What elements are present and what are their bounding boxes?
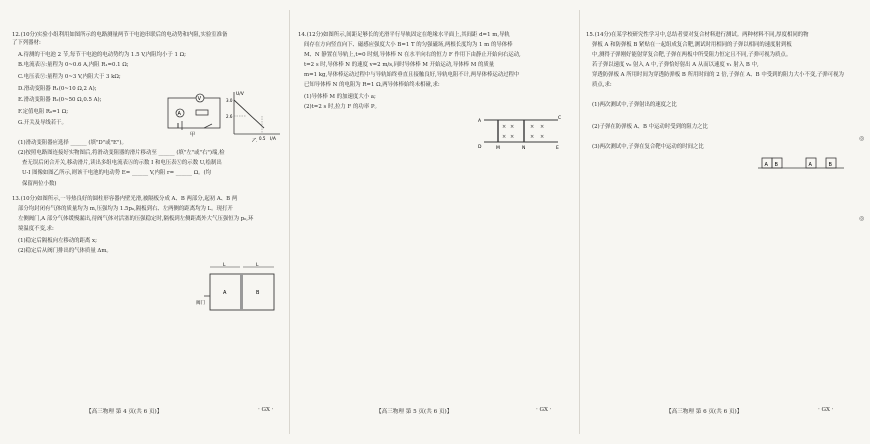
q14-line-1: 14.(12分)如图所示,间距足够长的光滑平行导轨固定在绝缘水平面上,其间距 d=1 m,导轨 (298, 32, 510, 38)
page-6 (580, 0, 870, 444)
q12-part-2d: 保留两位小数) (22, 181, 57, 187)
circuit-diagram (160, 92, 228, 138)
footer-gx-4: · GX · (258, 407, 274, 413)
svg-text:×: × (510, 124, 515, 130)
ui-graph (226, 88, 284, 142)
page-4 (0, 0, 290, 444)
graph-tick-26: 2.6 (226, 114, 233, 119)
cylinder-label-l: L (223, 263, 226, 268)
q15-line-6: 质点,求: (592, 82, 612, 88)
q13-line-2: 部分均封闭有气体的质量均为 m,压强均为 1.5p₀,隔板到右、左两侧的距离均为 L。现打开 (18, 206, 233, 212)
target-label-a: A (764, 162, 768, 168)
fig-label-jia: 甲 (190, 132, 196, 138)
q15-line-5: 穿透防弹板 A 所用时间为穿透防弹板 B 所用时间的 2 倍,子弹在 A、B 中受到的阻力大小不变,子弹可视为 (592, 72, 844, 78)
svg-text:×: × (502, 134, 507, 140)
q14-line-2: 间存在方向竖直向下、磁感应强度大小 B=1 T 的匀强磁场,两根长度均为 1 m 的导体棒 (304, 42, 513, 48)
cylinder-label-l-2: L (256, 263, 259, 268)
q14-line-3: M、N 静置在导轨上,t=0 时刻,导体棒 N 在水平向右的恒力 F 作用下由静止开始向右运动, (304, 52, 521, 58)
svg-text:A: A (177, 111, 181, 117)
target-label-b: B (774, 162, 778, 168)
cylinder-label-b: B (256, 290, 260, 296)
q13-line-1: 13.(10分)如图所示,一导热良好的圆柱形容器内壁光滑,被隔板分成 A、B 两部分,起初 A、B 两 (12, 196, 238, 202)
q12-title: 12.(10分)实验小组利用如图所示的电路测量两节干电池串联后的电动势和内阻,实验室准备 (12, 32, 228, 38)
svg-text:×: × (530, 124, 535, 130)
footer-page-4: 【高三物理 第 4 页(共 6 页)】 (86, 409, 163, 415)
q12-part-2c: U-I 图像如图乙所示,则该干电池的电动势 E= ______ V,内阻 r= ______ Ω。(均 (22, 170, 212, 176)
svg-text:×: × (502, 124, 507, 130)
q12-title-2: 了下列器材: (12, 40, 41, 46)
target-label-a-2: A (808, 162, 812, 168)
svg-text:×: × (530, 134, 535, 140)
q12-part-2: (2)按照电路图连接好实物图后,将滑动变阻器的滑片移动至 ______ (填"左"或"右")端,检 (18, 150, 225, 156)
q12-item-a: A.待测的干电池 2 节,每节干电池的电动势约为 1.5 V,内阻均小于 1 Ω; (18, 52, 186, 58)
q12-item-b: B.电流表Ⓐ:量程为 0~0.6 A,内阻 R₁=0.1 Ω; (18, 62, 129, 68)
q15-line-9: (3)两次测试中,子弹在复合靶中运动的时间之比 (592, 144, 704, 150)
rail-label-a: A (478, 119, 482, 124)
svg-text:V: V (197, 96, 202, 102)
svg-text:×: × (540, 124, 545, 130)
cylinder-diagram (196, 262, 278, 314)
q15-line-1: 15.(14分)在某学校研究性学习中,总结者要对复合材料进行测试。两种材料不同,厚度相同的物 (586, 32, 809, 38)
graph-axis-u: U/V (236, 92, 244, 97)
q15-line-7: (1)两次测试中,子弹射出的速度之比 (592, 102, 677, 108)
q12-item-c: C.电压表Ⓥ:量程为 0~3 V,内阻大于 3 kΩ; (18, 74, 121, 80)
cylinder-label-valve: 阀门 (196, 301, 205, 306)
rail-label-n: N (522, 146, 526, 151)
q14-line-4: t=2 s 时,导体棒 N 的速度 v=2 m/s,同时导体棒 M 开始运动,导体棒 M 的质量 (304, 62, 495, 68)
q12-part-1: (1)滑动变阻器应选择 ______ (填"D"或"E")。 (18, 140, 127, 146)
graph-axis-i: I/A (270, 137, 276, 142)
rail-label-e: E (556, 146, 559, 151)
footer-page-5: 【高三物理 第 5 页(共 6 页)】 (376, 409, 453, 415)
q14-line-8: (2)t=2 s 时,拉力 F 的功率 P。 (304, 104, 380, 110)
svg-text:×: × (510, 134, 515, 140)
q12-part-2b: 查无误后闭合开关,移动滑片,读出多组电流表Ⓐ的示数 I 和电压表Ⓥ的示数 U,绘制出 (22, 160, 222, 166)
q13-line-4: 境温度不变,求: (18, 226, 54, 232)
fig-label-yi: 乙 (252, 138, 258, 142)
svg-text:×: × (540, 134, 545, 140)
q12-item-f: F.定值电阻 R₀=1 Ω; (18, 109, 69, 115)
q14-line-7: (1)导体棒 M 的加速度大小 a; (304, 94, 376, 100)
side-seal-mark-1: ◎ (859, 135, 865, 142)
q13-line-3: 左侧阀门,A 部分气体缓慢漏出,待阀气体对活塞的压强稳定时,隔板到左侧距离外大气压强恒为 p₀,环 (18, 216, 254, 222)
page-5 (290, 0, 580, 444)
footer-page-6: 【高三物理 第 6 页(共 6 页)】 (666, 409, 743, 415)
rail-label-c: C (558, 116, 562, 121)
rail-label-m: M (496, 146, 500, 151)
cylinder-label-a: A (223, 290, 227, 296)
footer-gx-5: · GX · (536, 407, 552, 413)
q12-item-d: D.滑动变阻器 R₁(0~10 Ω,2 A); (18, 86, 97, 92)
q15-line-2: 弹板 A 和防弹板 B 紧贴在一起组成复合靶,测试时用相同的子弹以相同的速度射到板 (592, 42, 792, 48)
target-diagram (756, 150, 846, 174)
rail-diagram (478, 112, 562, 152)
q15-line-4: 若子弹以速度 v₀ 射入 A 中,子弹恰好射出 A 从而以速度 v₁ 射入 B 中, (592, 62, 759, 68)
q13-line-6: (2)稳定后从阀门排出的气体质量 Δm。 (18, 248, 112, 254)
rail-label-d: D (478, 145, 482, 150)
target-label-b-2: B (828, 162, 832, 168)
q15-line-8: (2)子弹在防弹板 A、B 中运动时受到的阻力之比 (592, 124, 708, 130)
side-seal-mark-2: ◎ (859, 215, 865, 222)
q15-line-3: 中,测得子弹刚好能射穿复合靶,子弹在两板中所受阻力恒定且不同,子弹可视为质点。 (592, 52, 792, 58)
footer-gx-6: · GX · (818, 407, 834, 413)
q14-line-6: 已知导体棒 N 的电阻为 R=1 Ω,两导体棒始终未相碰,求: (304, 82, 440, 88)
q13-line-5: (1)稳定后隔板向左移动的距离 x; (18, 238, 97, 244)
graph-tick-05: 0.5 (259, 136, 266, 141)
q12-item-g: G.开关及导线若干。 (18, 120, 67, 126)
q12-item-e: E.滑动变阻器 R₂(0~50 Ω,0.5 A); (18, 97, 102, 103)
graph-tick-30: 3.0 (226, 98, 233, 103)
q14-line-5: m=1 kg,导体棒运动过程中与导轨始终垂直且接触良好,导轨电阻不计,两导体棒运动过程中 (304, 72, 520, 78)
